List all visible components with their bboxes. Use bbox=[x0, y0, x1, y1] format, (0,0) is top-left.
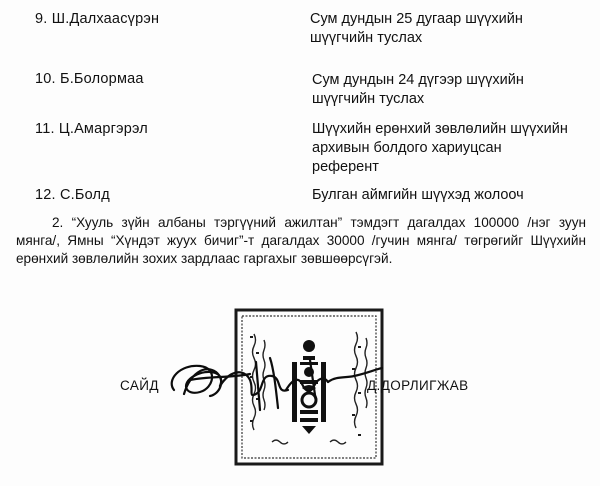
entry-role-line: референт bbox=[312, 159, 379, 175]
entry-role-line: шүүгчийн туслах bbox=[312, 91, 425, 107]
entry-name-11: 11. Ц.Амаргэрэл bbox=[35, 121, 148, 137]
entry-role-10 bbox=[312, 71, 524, 109]
entry-role-line: Сум дундын 24 дүгээр шүүхийн bbox=[312, 72, 524, 88]
handwritten-signature bbox=[160, 350, 390, 420]
entry-name-10: 10. Б.Болормаа bbox=[35, 71, 144, 87]
decision-paragraph: 2. “Хууль зүйн албаны тэргүүний ажилтан” тэмдэгт дагалдах 100000 /нэг зуун мянга/, Ямны “Хүндэт жуух бичиг”-т дагалдах 30000 /гучин мянга/ төгрөгийг Шүүхийн ерөнхий зөвлөлийн зохих зардлаас гаргахыг зөвшөөрсүгэй. bbox=[16, 215, 586, 266]
signature-name: Д.ДОРЛИГЖАВ bbox=[367, 378, 469, 393]
entry-role-line: шүүгчийн туслах bbox=[310, 30, 423, 46]
entry-role-line: Сум дундын 25 дугаар шүүхийн bbox=[310, 11, 523, 27]
entry-role-line: архивын болдого хариуцсан bbox=[312, 140, 502, 156]
entry-role-12 bbox=[312, 186, 524, 205]
entry-name-9: 9. Ш.Далхаасүрэн bbox=[35, 11, 160, 27]
entry-role-line: Шүүхийн ерөнхий зөвлөлийн шүүхийн bbox=[312, 121, 568, 137]
entry-role-9 bbox=[310, 10, 523, 48]
signature-title: САЙД bbox=[120, 378, 159, 393]
entry-role-11 bbox=[312, 120, 568, 177]
entry-name-12: 12. С.Болд bbox=[35, 187, 110, 203]
entry-role-line: Булган аймгийн шүүхэд жолооч bbox=[312, 187, 524, 203]
